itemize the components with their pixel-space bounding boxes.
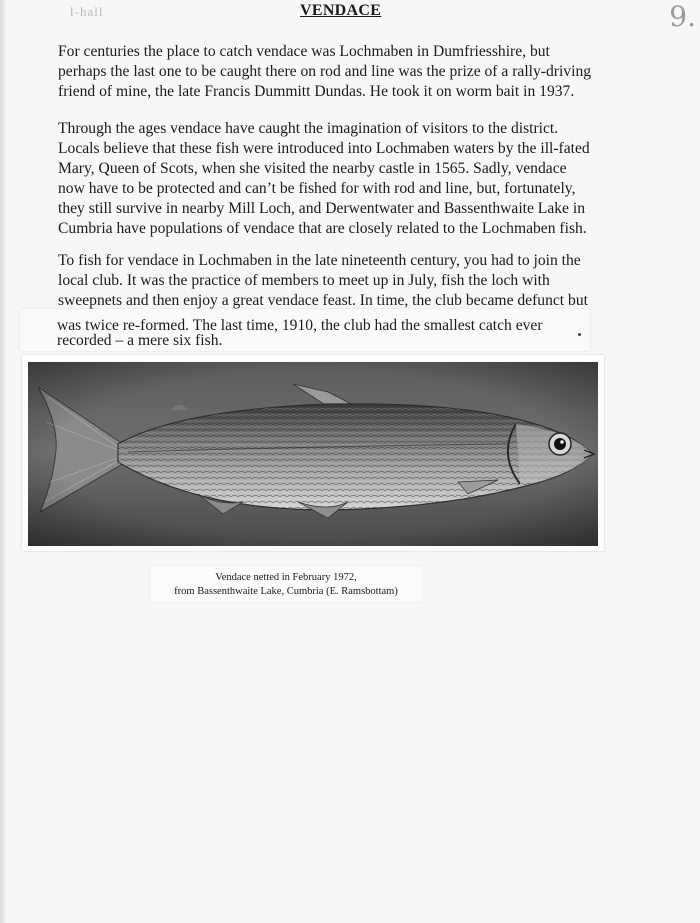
- photo-caption-line: Vendace netted in February 1972,: [215, 572, 357, 583]
- scan-edge: [0, 0, 6, 923]
- paragraph-line: perhaps the last one to be caught there on rod and line was the prize of a rally-driving: [58, 63, 592, 80]
- paragraph-line: friend of mine, the late Francis Dummitt Dundas. He took it on worm bait in 1937.: [58, 83, 575, 100]
- paragraph-line: To fish for vendace in Lochmaben in the late nineteenth century, you had to join the: [58, 252, 581, 269]
- paragraph-1: [58, 42, 618, 102]
- paragraph-line: Cumbria have populations of vendace that are closely related to the Lochmaben fish.: [58, 220, 587, 237]
- paragraph-line: they still survive in nearby Mill Loch, and Derwentwater and Bassenthwaite Lake in: [58, 200, 586, 217]
- page-number: 9.: [669, 0, 696, 33]
- pasted-strip-line: was twice re-formed. The last time, 1910, the club had the smallest catch ever: [57, 317, 543, 334]
- paragraph-line: now have to be protected and can’t be fished for with rod and line, but, fortunately,: [58, 180, 576, 197]
- paragraph-2: [58, 119, 618, 239]
- paragraph-line: Through the ages vendace have caught the imagination of visitors to the district.: [58, 120, 559, 137]
- paragraph-line: Locals believe that these fish were introduced into Lochmaben waters by the ill-fated: [58, 140, 590, 157]
- pasted-strip-line: recorded – a mere six fish.: [57, 332, 223, 349]
- margin-pencil-note: l-hall: [70, 4, 104, 19]
- scan-speck: [578, 333, 581, 336]
- photo-caption-line: from Bassenthwaite Lake, Cumbria (E. Ramsbottam): [174, 586, 398, 597]
- fish-illustration: [28, 362, 598, 546]
- document-title: VENDACE: [300, 2, 382, 19]
- paragraph-line: Mary, Queen of Scots, when she visited the nearby castle in 1565. Sadly, vendace: [58, 160, 567, 177]
- paragraph-line: For centuries the place to catch vendace was Lochmaben in Dumfriesshire, but: [58, 43, 550, 60]
- vendace-photograph: [28, 362, 598, 546]
- paragraph-line: sweepnets and then enjoy a great vendace feast. In time, the club became defunct but: [58, 292, 588, 309]
- paragraph-line: local club. It was the practice of members to meet up in July, fish the loch with: [58, 272, 550, 289]
- paragraph-3: [58, 251, 618, 311]
